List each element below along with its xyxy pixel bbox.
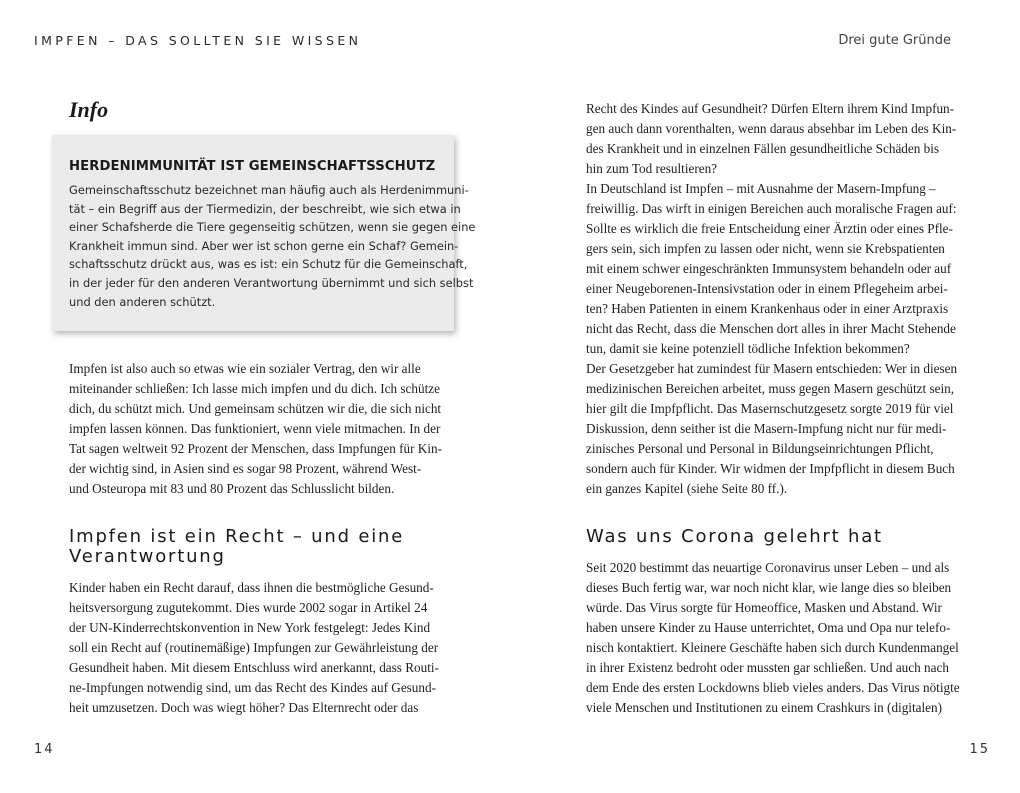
text-line: ten? Haben Patienten in einem Krankenhaus oder in einer Arztpraxis [586,301,949,316]
text-line: und den anderen schützt. [69,294,216,309]
text-line: in der jeder für den anderen Verantwortung übernimmt und sich selbst [69,275,474,290]
text-line: zinisches Personal und Personal in Bildungseinrichtungen Pflicht, [586,441,934,456]
paragraph-corona [586,558,960,718]
text-line: dieses Buch fertig war, war noch nicht klar, wie lange dies so bleiben [586,580,952,595]
text-line: Der Gesetzgeber hat zumindest für Masern entschieden: Wer in diesen [586,361,958,376]
text-line: Tat sagen weltweit 92 Prozent der Menschen, dass Impfungen für Kin- [69,441,442,456]
paragraph-social-contract [69,359,442,499]
info-title: Info [69,97,109,122]
text-line: einer Schafsherde die Tiere gegenseitig schützen, wenn sie gegen eine [69,220,476,235]
section-heading-recht [69,527,404,567]
text-line: gen auch dann vorenthalten, wenn daraus absehbar im Leben des Kin- [586,121,957,136]
text-line: nisch kontaktiert. Kleinere Geschäfte haben sich durch Kundenmangel [586,640,959,655]
heading-line: Impfen ist ein Recht – und eine [69,526,405,547]
paragraph-kinderrechte [69,578,439,718]
text-line: impfen lassen können. Das funktioniert, wenn viele mitmachen. In der [69,421,441,436]
text-line: Gemeinschaftsschutz bezeichnet man häufig auch als Herdenimmuni- [69,183,469,197]
text-line: freiwillig. Das wirft in einigen Bereichen auch moralische Fragen auf: [586,201,957,216]
section-heading-corona: Was uns Corona gelehrt hat [586,526,883,547]
text-line: Sollte es wirklich die freie Entscheidung einer Ärztin oder eines Pfle- [586,221,953,236]
text-line: miteinander schließen: Ich lasse mich impfen und du dich. Ich schütze [69,381,440,396]
text-line: haben unsere Kinder zu Hause unterrichtet, Oma und Opa nur telefo- [586,620,951,635]
text-line: soll ein Recht auf (routinemäßige) Impfungen zur Gewährleistung der [69,640,439,655]
text-line: nicht das Recht, dass die Menschen dort alles in ihrer Macht Stehende [586,321,956,336]
text-line: Gesundheit haben. Mit diesem Entschluss wird anerkannt, dass Routi- [69,660,439,675]
text-line: Diskussion, denn seither ist die Masern-Impfung nicht nur für medi- [586,421,947,436]
text-line: würde. Das Virus sorgte für Homeoffice, Masken und Abstand. Wir [586,600,942,615]
text-line: hier gilt die Impfpflicht. Das Masernschutzgesetz sorgte 2019 für viel [586,401,954,416]
text-line: der wichtig sind, in Asien sind es sogar 98 Prozent, während West- [69,461,422,476]
text-line: mit einem schwer eingeschränkten Immunsystem behandeln oder auf [586,261,952,276]
text-line: einer Neugeborenen-Intensivstation oder in einem Pflegeheim arbei- [586,281,948,296]
text-line: des Krankheit und in einzelnen Fällen gesundheitliche Schäden bis [586,141,940,156]
text-line: sondern auch für Kinder. Wir widmen der Impfpflicht in diesem Buch [586,461,955,476]
heading-line: Verantwortung [69,546,226,567]
text-line: der UN-Kinderrechtskonvention in New York festgelegt: Jedes Kind [69,620,431,635]
page-number-right: 15 [969,742,990,757]
text-line: heit umzusetzen. Doch was wiegt höher? Das Elternrecht oder das [69,700,419,715]
text-line: dem Ende des ersten Lockdowns blieb vieles anders. Das Virus nötigte [586,680,960,695]
text-line: und Osteuropa mit 83 und 80 Prozent das Schlusslicht bilden. [69,481,395,496]
info-box-heading: HERDENIMMUNITÄT IST GEMEINSCHAFTSSCHUTZ [69,159,436,174]
text-line: dich, du schützt mich. Und gemeinsam schützen wir die, die sich nicht [69,401,442,416]
text-line: Recht des Kindes auf Gesundheit? Dürfen Eltern ihrem Kind Impfun- [586,101,955,116]
text-line: Impfen ist also auch so etwas wie ein sozialer Vertrag, den wir alle [69,361,421,376]
text-line: heitsversorgung zugutekommt. Dies wurde 2002 sogar in Artikel 24 [69,600,428,615]
running-header-right: Drei gute Gründe [838,33,951,48]
text-line: hin zum Tod resultieren? [586,161,718,176]
right-page [510,0,1020,793]
text-line: tun, damit sie keine potenziell tödliche Infektion bekommen? [586,341,910,356]
text-line: ne-Impfungen notwendig sind, um das Recht des Kindes auf Gesund- [69,680,436,695]
page-number-left: 14 [34,742,55,757]
info-box [52,135,476,331]
text-line: tät – ein Begriff aus der Tiermedizin, der beschreibt, wie sich etwa in [69,201,461,216]
running-header-left: IMPFEN – DAS SOLLTEN SIE WISSEN [34,33,362,48]
info-box-text [69,181,476,311]
text-line: ein ganzes Kapitel (siehe Seite 80 ff.). [586,481,788,496]
text-line: schaftsschutz drückt aus, was es ist: ein Schutz für die Gemeinschaft, [69,257,468,272]
text-line: In Deutschland ist Impfen – mit Ausnahme der Masern-Impfung – [586,181,936,196]
text-line: gers sein, sich impfen zu lassen oder nicht, wenn sie Krebspatienten [586,241,945,256]
text-line: viele Menschen und Institutionen zu einem Crashkurs in (digitalen) [586,700,942,715]
text-line: Kinder haben ein Recht darauf, dass ihnen die bestmögliche Gesund- [69,580,434,595]
paragraph-impfpflicht [586,99,957,499]
text-line: medizinischen Bereichen arbeitet, muss gegen Masern geschützt sein, [586,381,955,396]
text-line: Seit 2020 bestimmt das neuartige Coronavirus unser Leben – und als [586,560,950,575]
text-line: in ihrer Existenz bedroht oder mussten gar schließen. Und auch nach [586,660,949,675]
text-line: Krankheit immun sind. Aber wer ist schon gerne ein Schaf? Gemein- [69,238,459,253]
